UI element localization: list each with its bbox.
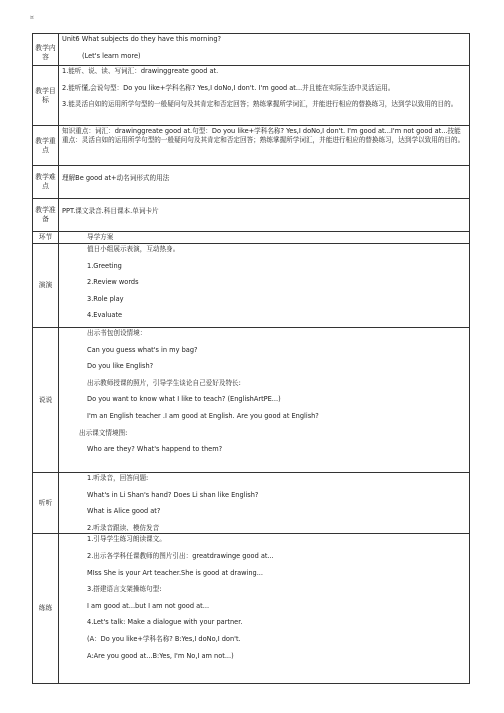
goal-2: 2.能听懂,会说句型：Do you like+学科名称? Yes,I doNo,I don't. I'm good at...并且能在实际生活中灵活运用。: [62, 83, 395, 92]
row-prep: [33, 199, 470, 232]
header-text: 导学方案: [59, 232, 470, 244]
practice-6: 4.Let's talk: Make a dialogue with your partner.: [87, 618, 243, 627]
row-goals: [33, 66, 470, 126]
warmup-step-3: 3.Role play: [87, 294, 124, 303]
practice-5: I am good at...but I am not good at...: [87, 601, 210, 610]
warmup-step-4: 4.Evaluate: [87, 311, 123, 320]
practice-7: (A：Do you like+学科名称? B:Yes,I doNo,I don't.: [87, 634, 241, 643]
warmup-step-1: 1.Greeting: [87, 261, 122, 270]
row-content: [33, 34, 470, 66]
speaking-2: Can you guess what's in my bag?: [87, 345, 198, 354]
speaking-7: 出示课文情境图:: [79, 428, 128, 437]
warmup-step-2: 2.Review words: [87, 278, 139, 287]
goal-1: 1.能听、说、读、写词汇：drawinggreate good at.: [62, 67, 219, 75]
warmup-intro: 值日小组展示表演，互动热身。: [87, 245, 180, 253]
practice-8: A:Are you good at...B:Yes, I'm No,I am not...): [87, 651, 234, 660]
listening-1: 1.听录音，回答问题:: [87, 474, 149, 482]
label-speaking: 说说: [33, 328, 59, 473]
speaking-5: Do you want to know what I like to teach? (EnglishArtPE...): [87, 395, 281, 404]
practice-2: 2.出示各学科任课教师的图片引出：greatdrawinge good at...: [87, 551, 274, 560]
row-difficulty: [33, 166, 470, 199]
speaking-1: 出示书包创设情境：: [87, 329, 147, 337]
label-content: 教学内容: [33, 34, 59, 66]
speaking-6: I'm an English teacher .I am good at English. Are you good at English?: [87, 411, 319, 420]
row-listening: [33, 473, 470, 534]
label-warmup: 演演: [33, 244, 59, 328]
page-mark: ¤: [30, 14, 34, 21]
label-listening: 听听: [33, 473, 59, 534]
listening-4: 2.听录音跟读、模仿发音: [87, 523, 160, 532]
practice-1: 1.引导学生练习朗读课文。: [87, 535, 166, 544]
label-practice: 练练: [33, 534, 59, 684]
label-key-points: 教学重点: [33, 126, 59, 166]
listening-2: What's in Li Shan's hand? Does Li shan like English?: [87, 490, 259, 499]
label-prep: 教学准备: [33, 199, 59, 232]
speaking-4: 出示教师授课的照片，引导学生谈论自己爱好及特长:: [87, 378, 241, 387]
label-stage: 环节: [33, 232, 59, 244]
prep-text: PPT.课文录音.科目课本.单词卡片: [59, 199, 470, 232]
practice-3: MIss She is your Art teacher.She is good at drawing...: [87, 568, 264, 577]
row-header: [33, 232, 470, 244]
row-key-points: [33, 126, 470, 166]
listening-3: What is Alice good at?: [87, 507, 161, 516]
label-difficulty: 教学难点: [33, 166, 59, 199]
row-warmup: [33, 244, 470, 328]
key-points-text: 知识重点：词汇：drawinggreate good at.句型：Do you like+学科名称? Yes,I doNo,I don't. I'm good at...I'm not good at...技能重点：灵活自如的运用所学句型的一般疑问句及其肯定和否定回答；熟练掌握所学词汇，并能进行相应的替换练习，达到学以致用的目的。: [59, 126, 470, 166]
row-speaking: [33, 328, 470, 473]
unit-subtitle: (Let's learn more): [82, 51, 141, 60]
practice-4: 3.搭建语言支架操练句型:: [87, 585, 162, 594]
difficulty-text: 理解Be good at+动名词形式的用法: [59, 166, 470, 199]
speaking-8: Who are they? What's happend to them?: [87, 445, 223, 454]
goal-3: 3.能灵活自如的运用所学句型的一般疑问句及其肯定和否定回答；熟练掌握所学词汇，并能进行相应的替换练习，达到学以致用的目的。: [62, 100, 458, 109]
unit-title: Unit6 What subjects do they have this morning?: [62, 35, 222, 43]
row-practice: [33, 534, 470, 684]
lesson-plan-table: [32, 33, 470, 684]
speaking-3: Do you like English?: [87, 362, 154, 371]
label-goals: 教学目标: [33, 66, 59, 126]
